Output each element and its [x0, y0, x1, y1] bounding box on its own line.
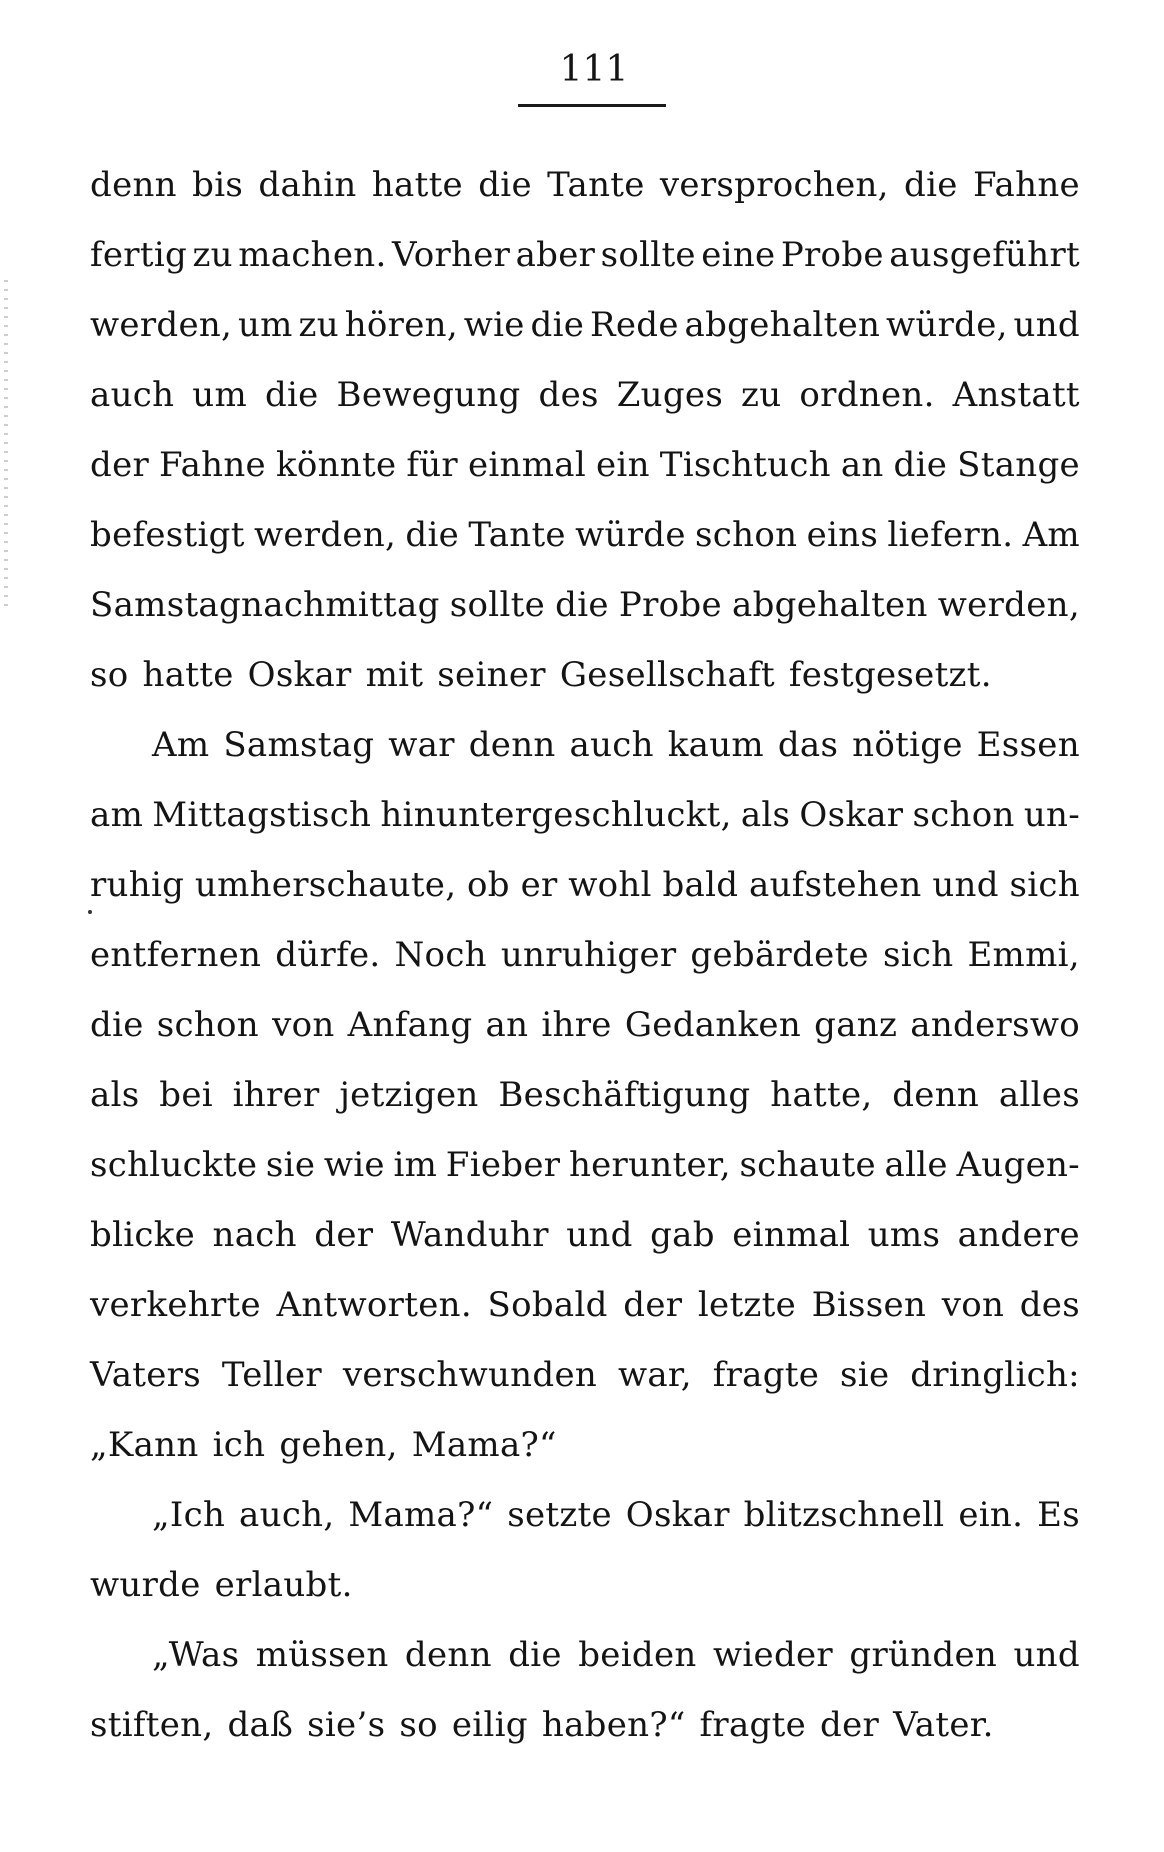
word: ein. [958, 1495, 1024, 1535]
margin-specks [4, 280, 8, 610]
word: Rede [589, 305, 679, 345]
word: Tischtuch [659, 445, 831, 485]
word: ich [212, 1425, 266, 1465]
word: Oskar [625, 1495, 730, 1535]
word: denn [404, 1635, 492, 1675]
text-line [90, 1550, 1080, 1620]
text-line [90, 920, 1080, 990]
word: schaute [739, 1145, 876, 1185]
text-line [90, 1130, 1080, 1200]
word: Mittagstisch [152, 795, 372, 835]
word: Mama?“ [348, 1495, 494, 1535]
word: zu [192, 235, 233, 275]
word: „Ich [152, 1495, 226, 1535]
word: Oskar [247, 655, 352, 695]
word: die [405, 515, 460, 555]
word: liefern. [887, 515, 1014, 555]
text-line [90, 1340, 1080, 1410]
word: würde [575, 515, 686, 555]
word: schon [912, 795, 1015, 835]
text-line [90, 710, 1080, 780]
word: denn [468, 725, 556, 765]
word: schluckte [90, 1145, 258, 1185]
word: und [932, 865, 999, 905]
word: erlaubt. [214, 1565, 353, 1605]
word: eine [701, 235, 776, 275]
word: auch, [239, 1495, 335, 1535]
word: herunter, [568, 1145, 731, 1185]
word: sich [882, 935, 954, 975]
word: das [777, 725, 839, 765]
word: für [406, 445, 458, 485]
word: Es [1037, 1495, 1080, 1535]
word: Probe [618, 585, 722, 625]
word: bei [159, 1075, 213, 1115]
word: gehen, [279, 1425, 398, 1465]
word: so [399, 1705, 438, 1745]
word: an [840, 445, 884, 485]
word: aber [515, 235, 596, 275]
word: machen. [238, 235, 387, 275]
word: gründen [849, 1635, 998, 1675]
word: ordnen. [799, 375, 935, 415]
word: als [90, 1075, 140, 1115]
word: alle [884, 1145, 948, 1185]
word: Vater. [893, 1705, 994, 1745]
word: wohl [568, 865, 652, 905]
word: setzte [507, 1495, 612, 1535]
word: blicke [90, 1215, 196, 1255]
word: würde, [885, 305, 1008, 345]
word: die [478, 165, 532, 205]
body-text [90, 150, 1080, 1760]
word: um [237, 305, 293, 345]
word: der [90, 445, 150, 485]
word: werden, [937, 585, 1080, 625]
word: sie [265, 1145, 316, 1185]
word: hinuntergeschluckt, [380, 795, 732, 835]
word: fragte [712, 1355, 820, 1395]
word: die [90, 1005, 144, 1045]
word: Am [1022, 515, 1080, 555]
word: mit [365, 655, 424, 695]
word: ihre [541, 1005, 612, 1045]
word: jetzigen [339, 1075, 479, 1115]
word: seiner [437, 655, 546, 695]
word: am [90, 795, 144, 835]
word: schon [695, 515, 798, 555]
word: aufstehen [749, 865, 922, 905]
word: bald [662, 865, 739, 905]
word: auch [90, 375, 175, 415]
word: Gesellschaft [559, 655, 775, 695]
text-line [90, 1270, 1080, 1340]
word: die [264, 375, 319, 415]
word: er [520, 865, 558, 905]
word: ruhig [90, 865, 185, 905]
word: an [485, 1005, 529, 1045]
word: wie [463, 305, 525, 345]
text-line [90, 990, 1080, 1060]
text-line [90, 570, 1080, 640]
word: und [1013, 305, 1080, 345]
word: der [314, 1215, 374, 1255]
word: blitzschnell [743, 1495, 945, 1535]
text-line [90, 430, 1080, 500]
word: verschwunden [342, 1355, 598, 1395]
word: von [941, 1285, 1005, 1325]
word: Fahne [972, 165, 1080, 205]
word: müssen [255, 1635, 389, 1675]
word: andere [957, 1215, 1080, 1255]
word: war [388, 725, 455, 765]
word: werden, [253, 515, 397, 555]
word: Fieber [445, 1145, 561, 1185]
text-line [90, 1690, 1080, 1760]
word: hatte [142, 655, 234, 695]
word: Samstag [223, 725, 375, 765]
word: kaum [667, 725, 764, 765]
word: Fahne [159, 445, 266, 485]
word: um [192, 375, 247, 415]
word: Oskar [799, 795, 904, 835]
word: dringlich: [910, 1355, 1080, 1395]
word: fertig [90, 235, 188, 275]
word: Vaters [90, 1355, 201, 1395]
word: daß [227, 1705, 294, 1745]
word: gab [650, 1215, 715, 1255]
word: gebärdete [690, 935, 869, 975]
word: einmal [467, 445, 587, 485]
word: Essen [976, 725, 1080, 765]
word: hatte, [770, 1075, 873, 1115]
text-line [90, 1480, 1080, 1550]
word: Noch [394, 935, 487, 975]
word: un- [1023, 795, 1080, 835]
word: einmal [732, 1215, 851, 1255]
word: wurde [90, 1565, 201, 1605]
word: die [893, 445, 948, 485]
word: fragte [699, 1705, 807, 1745]
word: ausgeführt [889, 235, 1080, 275]
word: zu [741, 375, 782, 415]
word: denn [892, 1075, 980, 1115]
word: des [1019, 1285, 1080, 1325]
word: Bewegung [336, 375, 521, 415]
word: könnte [275, 445, 397, 485]
word: Beschäftigung [498, 1075, 751, 1115]
word: ob [467, 865, 510, 905]
word: abgehalten [684, 305, 881, 345]
word: entfernen [90, 935, 262, 975]
word: hören, [344, 305, 458, 345]
word: auch [569, 725, 654, 765]
text-line [90, 1060, 1080, 1130]
word: schon [156, 1005, 260, 1045]
word: Probe [780, 235, 884, 275]
word: dürfe. [275, 935, 381, 975]
word: beiden [578, 1635, 697, 1675]
word: ein [595, 445, 650, 485]
word: dahin [258, 165, 357, 205]
word: alles [998, 1075, 1080, 1115]
word: so [90, 655, 129, 695]
word: unruhiger [500, 935, 677, 975]
text-line [90, 640, 1080, 710]
word: und [566, 1215, 633, 1255]
word: versprochen, [659, 165, 889, 205]
word: Teller [221, 1355, 322, 1395]
word: ihrer [232, 1075, 320, 1115]
word: Gedanken [624, 1005, 802, 1045]
word: letzte [697, 1285, 797, 1325]
word: haben?“ [541, 1705, 686, 1745]
word: die [904, 165, 958, 205]
word: hatte [371, 165, 463, 205]
word: umherschaute, [194, 865, 457, 905]
word: Mama?“ [411, 1425, 557, 1465]
word: Augen- [956, 1145, 1080, 1185]
word: nach [212, 1215, 297, 1255]
word: Am [152, 725, 210, 765]
word: „Was [152, 1635, 240, 1675]
word: abgehalten [732, 585, 928, 625]
word: eilig [451, 1705, 528, 1745]
word: der [623, 1285, 683, 1325]
word: zu [298, 305, 339, 345]
word: nötige [852, 725, 963, 765]
word: Vorher [392, 235, 511, 275]
word: und [1013, 1635, 1080, 1675]
text-line [90, 1410, 1080, 1480]
word: der [820, 1705, 880, 1745]
word: sich [1009, 865, 1080, 905]
word: verkehrte [90, 1285, 261, 1325]
word: Samstagnachmittag [90, 585, 440, 625]
word: Bissen [811, 1285, 927, 1325]
text-line [90, 290, 1080, 360]
word: bis [192, 165, 244, 205]
word: wie [323, 1145, 385, 1185]
word: ums [867, 1215, 941, 1255]
text-line [90, 1200, 1080, 1270]
word: „Kann [90, 1425, 199, 1465]
word: anderswo [910, 1005, 1080, 1045]
text-line [90, 780, 1080, 850]
word: Tante [547, 165, 645, 205]
word: die [508, 1635, 562, 1675]
word: Anfang [347, 1005, 473, 1045]
page-number: 111 [559, 49, 629, 90]
word: Anstatt [952, 375, 1080, 415]
word: im [393, 1145, 438, 1185]
text-line [90, 850, 1080, 920]
word: Sobald [487, 1285, 608, 1325]
word: die [555, 585, 609, 625]
text-line [90, 1620, 1080, 1690]
word: Stange [957, 445, 1080, 485]
word: Wanduhr [390, 1215, 549, 1255]
word: wieder [712, 1635, 833, 1675]
word: werden, [90, 305, 233, 345]
word: Emmi, [967, 935, 1080, 975]
word: sie [840, 1355, 890, 1395]
text-line [90, 500, 1080, 570]
word: war, [617, 1355, 692, 1395]
word: festgesetzt. [788, 655, 992, 695]
word: die [530, 305, 585, 345]
word: ganz [814, 1005, 898, 1045]
text-line [90, 150, 1080, 220]
word: Zuges [616, 375, 724, 415]
word: des [538, 375, 599, 415]
word: von [272, 1005, 335, 1045]
word: als [740, 795, 791, 835]
word: sie’s [307, 1705, 386, 1745]
word: stiften, [90, 1705, 214, 1745]
word: eins [806, 515, 879, 555]
word: sollte [600, 235, 696, 275]
word: denn [90, 165, 177, 205]
text-line [90, 360, 1080, 430]
header-rule [518, 104, 666, 107]
word: Antworten. [276, 1285, 472, 1325]
text-line [90, 220, 1080, 290]
word: sollte [449, 585, 546, 625]
word: Tante [468, 515, 566, 555]
word: befestigt [90, 515, 245, 555]
